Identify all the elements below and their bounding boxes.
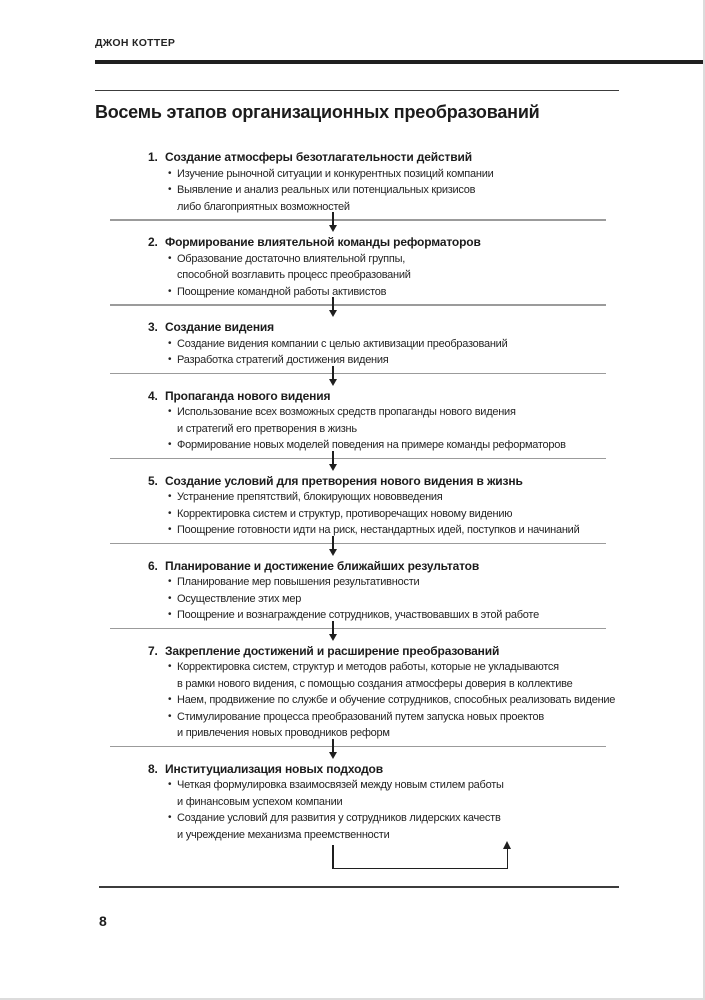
stage-number: 6. xyxy=(148,558,158,573)
bullet-marker-icon: • xyxy=(168,661,172,672)
bullet-marker-icon: • xyxy=(168,439,172,450)
separator-line xyxy=(110,628,606,630)
bullet-text: Корректировка систем, структур и методов работы, которые не укладываются в рамки нового видения, с помощью создания атмосферы доверия в коллективе xyxy=(177,661,573,690)
stage-number: 5. xyxy=(148,473,158,488)
bullet-marker-icon: • xyxy=(168,694,172,705)
stage-number: 1. xyxy=(148,150,158,164)
stage-bullet-list xyxy=(168,166,705,216)
bullet-item xyxy=(168,692,705,709)
bullet-item xyxy=(168,522,705,539)
stage-separator xyxy=(110,746,606,748)
stage-section xyxy=(148,761,705,844)
bullet-item xyxy=(168,591,705,608)
bullet-marker-icon: • xyxy=(168,779,172,790)
feedback-loop-line-up xyxy=(507,849,509,868)
stage-separator xyxy=(110,543,606,545)
stage-number: 3. xyxy=(148,320,158,334)
bullet-item xyxy=(168,777,705,810)
bullet-marker-icon: • xyxy=(168,609,172,620)
stage-section xyxy=(148,558,705,624)
stage-section xyxy=(148,149,705,215)
stage-separator xyxy=(110,373,606,375)
header-rule-thick xyxy=(95,60,703,64)
feedback-loop-line-horizontal xyxy=(332,868,508,870)
bullet-marker-icon: • xyxy=(168,337,172,349)
arrow-up-icon xyxy=(503,841,511,849)
arrow-down-icon xyxy=(329,739,337,759)
footer-rule xyxy=(99,886,619,888)
bullet-marker-icon: • xyxy=(168,592,172,604)
arrow-down-icon xyxy=(329,451,337,471)
bullet-item xyxy=(168,437,705,454)
stage-bullet-list xyxy=(168,404,705,454)
bullet-marker-icon: • xyxy=(168,491,172,502)
bullet-text: Наем, продвижение по службе и обучение сотрудников, способных реализовать видение xyxy=(177,694,616,706)
bullet-text: Планирование мер повышения результативности xyxy=(177,576,420,588)
bullet-marker-icon: • xyxy=(168,354,172,365)
bullet-item xyxy=(168,284,705,301)
stage-separator xyxy=(110,458,606,460)
bullet-text: Формирование новых моделей поведения на примере команды реформаторов xyxy=(177,439,566,451)
bullet-text: Корректировка систем и структур, противоречащих новому видению xyxy=(177,507,513,520)
bullet-item xyxy=(168,336,705,353)
separator-line xyxy=(110,373,606,375)
bullet-text: Создание видения компании с целью активизации преобразований xyxy=(177,337,508,350)
stage-bullet-list xyxy=(168,251,705,301)
bullet-item xyxy=(168,709,705,742)
arrow-down-icon xyxy=(329,621,337,641)
stage-bullet-list xyxy=(168,659,705,742)
stage-heading: Создание условий для претворения нового видения в жизнь xyxy=(165,473,523,488)
stage-section xyxy=(148,473,705,539)
stage-separator xyxy=(110,219,606,221)
arrow-down-icon xyxy=(329,536,337,556)
separator-line xyxy=(110,219,606,221)
separator-line xyxy=(110,304,606,306)
separator-line xyxy=(110,543,606,545)
stage-heading: Планирование и достижение ближайших результатов xyxy=(165,558,480,573)
bullet-text: Разработка стратегий достижения видения xyxy=(177,354,389,366)
bullet-text: Поощрение готовности идти на риск, нестандартных идей, поступков и начинаний xyxy=(177,524,580,536)
bullet-item xyxy=(168,166,705,183)
stage-heading: Создание видения xyxy=(165,320,274,334)
bullet-marker-icon: • xyxy=(168,710,172,722)
bullet-text: Осуществление этих мер xyxy=(177,592,302,605)
bullet-item xyxy=(168,404,705,437)
bullet-marker-icon: • xyxy=(168,524,172,535)
stage-number: 4. xyxy=(148,388,158,403)
stage-heading: Создание атмосферы безотлагательности действий xyxy=(165,150,472,164)
stage-section xyxy=(148,319,705,369)
stage-number: 8. xyxy=(148,761,158,776)
running-header: ДЖОН КОТТЕР xyxy=(95,37,176,49)
bullet-item xyxy=(168,607,705,624)
bullet-item xyxy=(168,182,705,215)
page-number: 8 xyxy=(99,913,107,929)
stage-heading: Институциализация новых подходов xyxy=(165,761,383,776)
separator-line xyxy=(110,458,606,460)
stage-separator xyxy=(110,304,606,306)
arrow-down-icon xyxy=(329,366,337,386)
bullet-item xyxy=(168,659,705,692)
bullet-item xyxy=(168,489,705,506)
bullet-marker-icon: • xyxy=(168,167,172,179)
arrow-down-icon xyxy=(329,297,337,317)
feedback-loop-line-down xyxy=(332,845,334,869)
bullet-item xyxy=(168,251,705,284)
bullet-text: Создание условий для развития у сотрудников лидерских качеств и учреждение механизма преемственности xyxy=(177,812,501,841)
bullet-text: Использование всех возможных средств пропаганды нового видения и стратегий его претворения в жизнь xyxy=(177,406,516,435)
bullet-marker-icon: • xyxy=(168,406,172,417)
stage-heading: Пропаганда нового видения xyxy=(165,388,331,403)
bullet-text: Изучение рыночной ситуации и конкурентных позиций компании xyxy=(177,167,494,180)
bullet-marker-icon: • xyxy=(168,576,172,587)
bullet-text: Поощрение командной работы активистов xyxy=(177,285,387,298)
stage-section xyxy=(148,234,705,300)
bullet-item xyxy=(168,810,705,843)
header-rule-thin xyxy=(95,90,619,91)
arrow-down-icon xyxy=(329,212,337,232)
bullet-item xyxy=(168,352,705,369)
bullet-item xyxy=(168,506,705,523)
stage-bullet-list xyxy=(168,574,705,624)
stage-section xyxy=(148,388,705,454)
stages-flow-diagram xyxy=(0,149,705,843)
page-title: Восемь этапов организационных преобразований xyxy=(95,102,540,122)
stage-section xyxy=(148,643,705,742)
stage-heading: Формирование влиятельной команды реформаторов xyxy=(165,235,481,249)
stage-bullet-list xyxy=(168,777,705,843)
stage-bullet-list xyxy=(168,489,705,539)
bullet-marker-icon: • xyxy=(168,184,172,195)
bullet-text: Четкая формулировка взаимосвязей между новым стилем работы и финансовым успехом компании xyxy=(177,779,504,808)
bullet-text: Выявление и анализ реальных или потенциальных кризисов либо благоприятных возможностей xyxy=(177,184,476,213)
bullet-marker-icon: • xyxy=(168,812,172,823)
bullet-marker-icon: • xyxy=(168,507,172,519)
stage-separator xyxy=(110,628,606,630)
bullet-marker-icon: • xyxy=(168,285,172,297)
bullet-item xyxy=(168,574,705,591)
bullet-text: Поощрение и вознаграждение сотрудников, участвовавших в этой работе xyxy=(177,609,539,621)
stage-bullet-list xyxy=(168,336,705,369)
bullet-text: Стимулирование процесса преобразований путем запуска новых проектов и привлечения новых проводников реформ xyxy=(177,710,544,739)
bullet-text: Устранение препятствий, блокирующих нововведения xyxy=(177,491,443,503)
stage-heading: Закрепление достижений и расширение преобразований xyxy=(165,643,500,658)
separator-line xyxy=(110,746,606,748)
bullet-text: Образование достаточно влиятельной группы, способной возглавить процесс преобразований xyxy=(177,252,411,281)
stage-number: 7. xyxy=(148,643,158,658)
bullet-marker-icon: • xyxy=(168,252,172,264)
stage-number: 2. xyxy=(148,235,158,249)
